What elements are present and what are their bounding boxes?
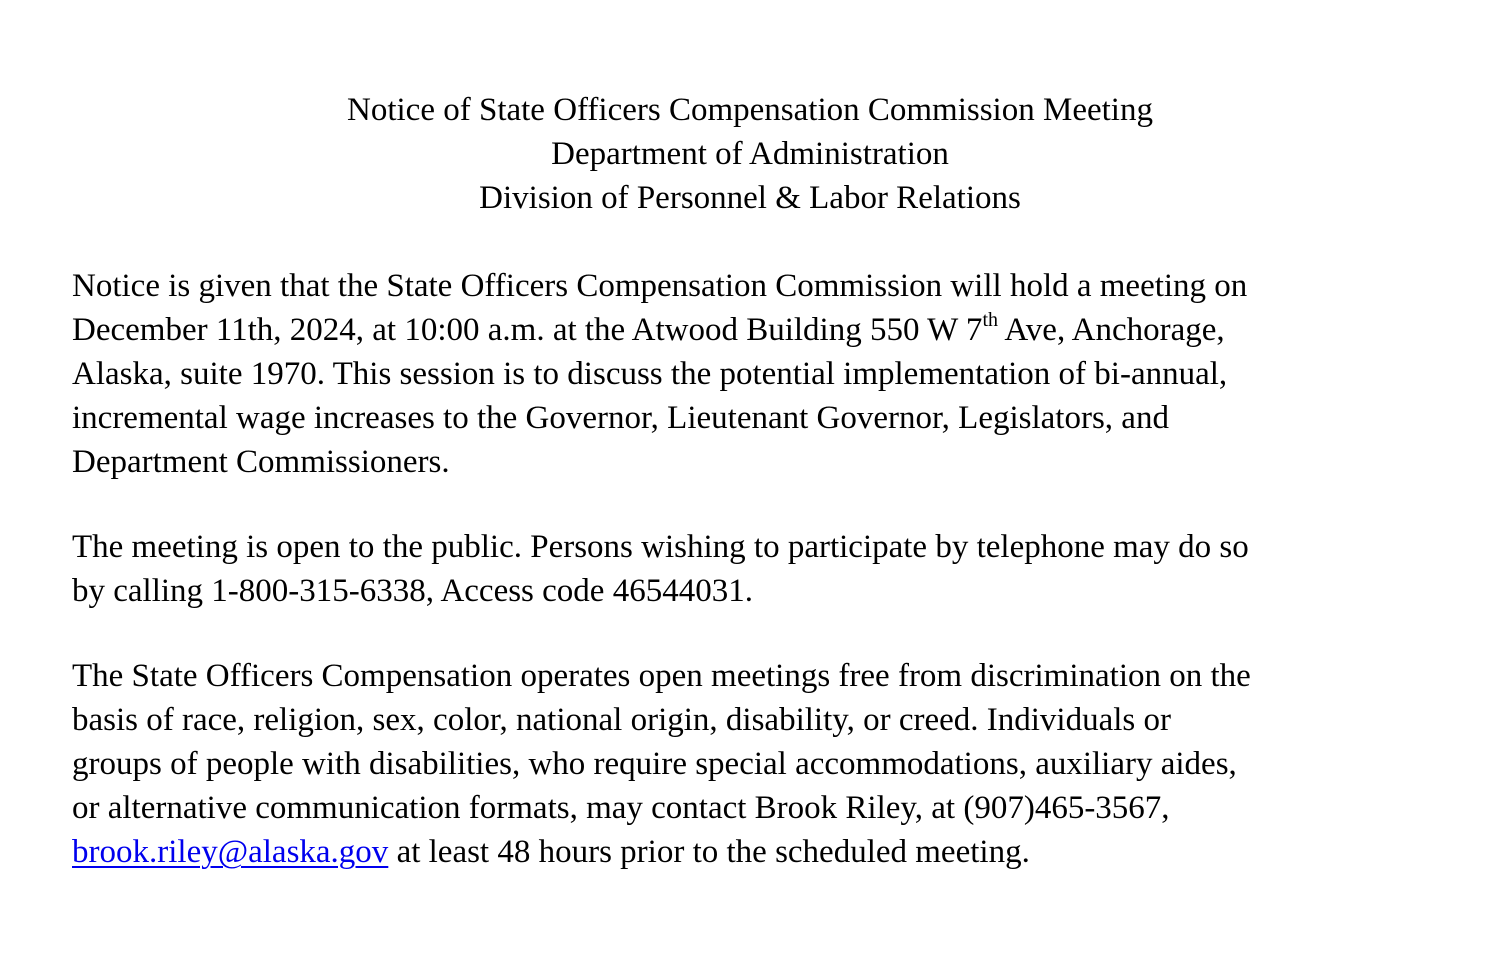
department-name: Department of Administration bbox=[551, 136, 949, 172]
paragraph-text: Ave, Anchorage, bbox=[998, 312, 1225, 348]
paragraph-line: Notice is given that the State Officers Compensation Commission will hold a meeting on bbox=[72, 268, 1248, 304]
paragraph-line: Alaska, suite 1970. This session is to discuss the potential implementation of bi-annual, bbox=[72, 356, 1228, 392]
paragraph-line: by calling 1-800-315-6338, Access code 46544031. bbox=[72, 573, 753, 609]
paragraph-line: or alternative communication formats, may contact Brook Riley, at (907)465-3567, bbox=[72, 790, 1170, 826]
paragraph-line: The meeting is open to the public. Persons wishing to participate by telephone may do so bbox=[72, 529, 1249, 565]
paragraph-line: basis of race, religion, sex, color, national origin, disability, or creed. Individuals or bbox=[72, 702, 1171, 738]
public-access-paragraph bbox=[72, 525, 1472, 613]
paragraph-text: December 11th, 2024, at 10:00 a.m. at the Atwood Building 550 W 7 bbox=[72, 312, 983, 348]
notice-title: Notice of State Officers Compensation Commission Meeting bbox=[347, 92, 1153, 128]
paragraph-line bbox=[72, 308, 1472, 352]
contact-email-link[interactable]: brook.riley@alaska.gov bbox=[72, 834, 389, 870]
paragraph-text: at least 48 hours prior to the scheduled meeting. bbox=[388, 834, 1030, 870]
paragraph-line: The State Officers Compensation operates open meetings free from discrimination on the bbox=[72, 658, 1251, 694]
paragraph-line: Department Commissioners. bbox=[72, 444, 450, 480]
ordinal-suffix: th bbox=[982, 309, 998, 331]
division-name: Division of Personnel & Labor Relations bbox=[479, 180, 1021, 216]
accommodations-paragraph bbox=[72, 654, 1472, 874]
paragraph-line: incremental wage increases to the Governor, Lieutenant Governor, Legislators, and bbox=[72, 400, 1169, 436]
meeting-details-paragraph bbox=[72, 264, 1472, 484]
paragraph-line bbox=[72, 830, 1472, 874]
paragraph-line: groups of people with disabilities, who require special accommodations, auxiliary aides, bbox=[72, 746, 1237, 782]
notice-header bbox=[0, 88, 1500, 220]
